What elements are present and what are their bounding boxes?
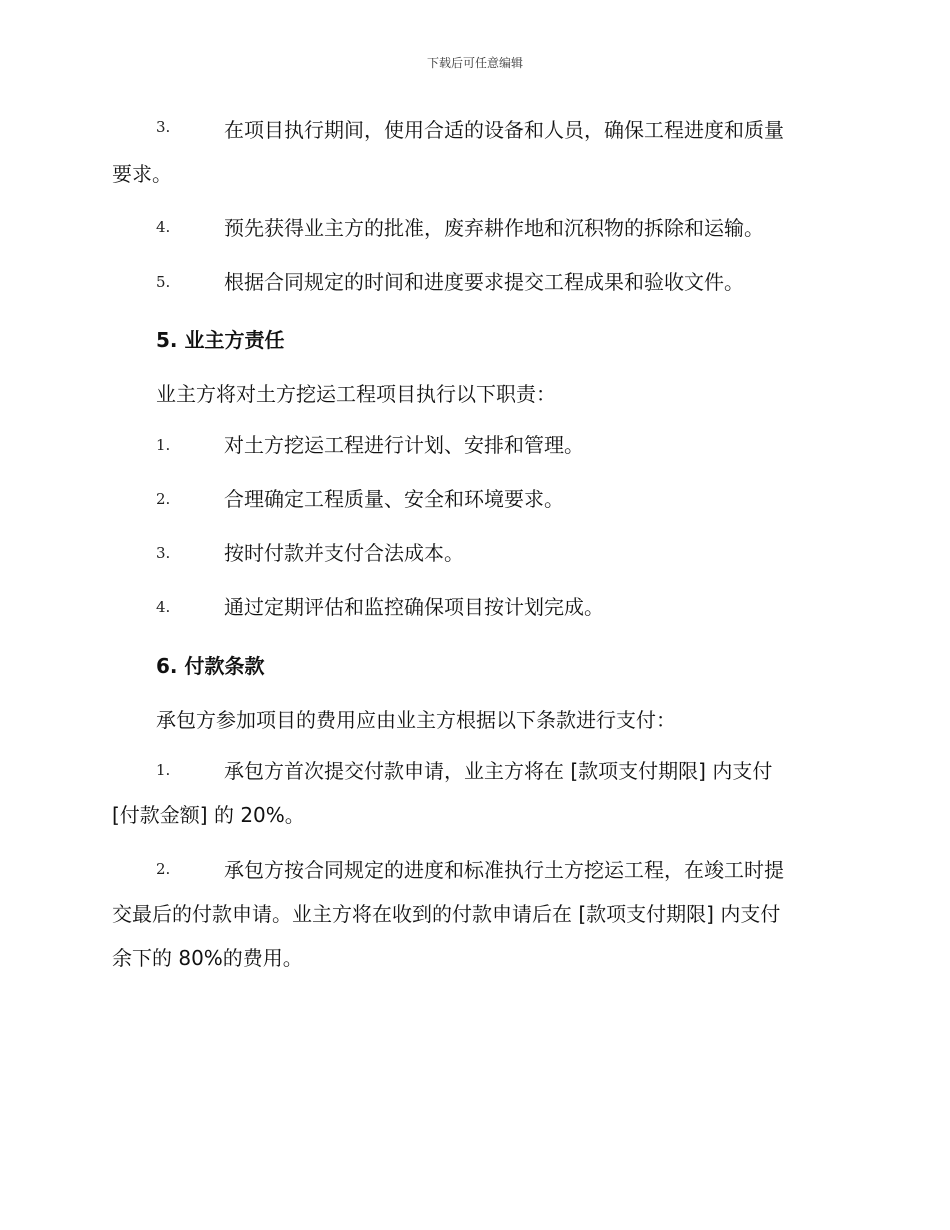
list-number: 2.: [156, 490, 171, 508]
list-text-continued: 要求。: [112, 162, 172, 186]
list-number: 5.: [156, 273, 171, 291]
list-text: 承包方按合同规定的进度和标准执行土方挖运工程，在竣工时提: [224, 858, 784, 882]
list-text: 按时付款并支付合法成本。: [224, 541, 464, 565]
list-text-continued: 交最后的付款申请。业主方将在收到的付款申请后在 [款项支付期限] 内支付: [112, 902, 781, 926]
page-header: 下载后可任意编辑: [426, 56, 523, 70]
list-text: 合理确定工程质量、安全和环境要求。: [224, 487, 564, 511]
list-number: 4.: [156, 218, 171, 236]
list-number: 3.: [156, 118, 171, 136]
section-intro: 承包方参加项目的费用应由业主方根据以下条款进行支付：: [156, 708, 676, 732]
list-text-continued: [付款金额] 的 20%。: [112, 803, 305, 827]
section-intro: 业主方将对土方挖运工程项目执行以下职责：: [156, 382, 556, 406]
list-number: 3.: [156, 544, 171, 562]
list-text: 在项目执行期间，使用合适的设备和人员，确保工程进度和质量: [224, 118, 784, 142]
section-heading: 6. 付款条款: [156, 654, 265, 678]
list-text: 预先获得业主方的批准，废弃耕作地和沉积物的拆除和运输。: [224, 216, 764, 240]
list-number: 4.: [156, 598, 171, 616]
list-text-continued: 余下的 80%的费用。: [112, 946, 303, 970]
list-text: 根据合同规定的时间和进度要求提交工程成果和验收文件。: [224, 270, 744, 294]
list-number: 2.: [156, 860, 171, 878]
list-text: 通过定期评估和监控确保项目按计划完成。: [224, 595, 604, 619]
list-text: 承包方首次提交付款申请，业主方将在 [款项支付期限] 内支付: [224, 759, 773, 783]
list-number: 1.: [156, 761, 171, 779]
list-number: 1.: [156, 436, 171, 454]
list-text: 对土方挖运工程进行计划、安排和管理。: [224, 433, 584, 457]
section-heading: 5. 业主方责任: [156, 328, 285, 352]
